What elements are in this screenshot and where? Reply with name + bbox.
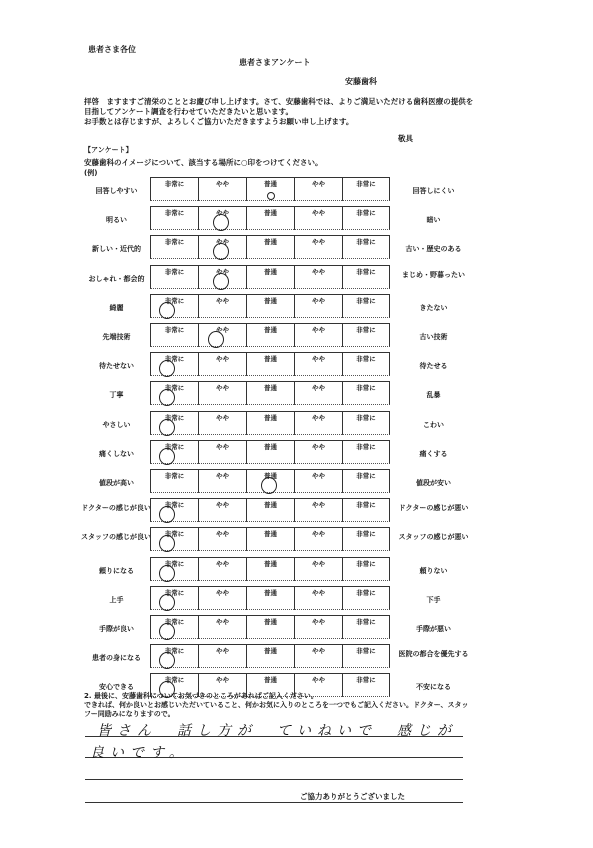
scale-option-label: やや [216, 676, 229, 685]
circle-mark [159, 419, 175, 436]
survey-row [0, 498, 593, 527]
scale-option-label: 非常に [164, 267, 185, 276]
scale-cells [150, 235, 390, 259]
question-2-line: フー同励みになりますので。 [84, 710, 175, 718]
scale-option-label: 普通 [264, 267, 277, 276]
right-label: 不安になる [416, 683, 451, 692]
circle-mark [159, 623, 175, 640]
scale-option-label: 非常に [356, 530, 376, 539]
scale-option-label: やや [312, 472, 325, 480]
left-label: 先端技術 [102, 333, 131, 341]
scale-option-label: やや [312, 267, 325, 276]
left-label: 回答しやすい [95, 187, 138, 195]
left-label: 待たせない [99, 362, 134, 371]
scale-cell[interactable] [294, 235, 342, 259]
scale-option-label: 普通 [264, 501, 277, 510]
right-label: 医院の都合を優先する [398, 650, 469, 659]
scale-cell[interactable] [246, 323, 294, 347]
scale-cell[interactable] [294, 586, 342, 610]
left-label: 頼りになる [99, 566, 134, 575]
scale-cell[interactable] [150, 265, 198, 289]
scale-cell[interactable] [246, 411, 294, 435]
right-label: まじめ・野暮ったい [402, 270, 465, 279]
right-label: 乱暴 [426, 391, 441, 400]
scale-cell[interactable] [342, 177, 390, 201]
scale-cell[interactable] [198, 498, 246, 522]
scale-cell[interactable] [198, 294, 246, 318]
scale-cell[interactable] [246, 294, 294, 318]
scale-cell[interactable] [246, 265, 294, 289]
scale-cell[interactable] [294, 352, 342, 376]
left-label: やさしい [102, 420, 131, 429]
question-2 [84, 692, 468, 719]
scale-option-label: 普通 [264, 296, 277, 305]
right-label: 手際が悪い [416, 625, 451, 633]
scale-cell[interactable] [150, 206, 198, 230]
scale-option-label: 普通 [264, 472, 277, 480]
scale-option-label: やや [312, 442, 325, 451]
scale-option-label: 普通 [264, 647, 277, 656]
circle-mark [159, 448, 175, 465]
scale-cells [150, 265, 390, 289]
scale-cell[interactable] [294, 527, 342, 551]
greeting-text [84, 97, 473, 127]
scale-cells [150, 206, 390, 230]
scale-option-label: 普通 [264, 180, 277, 188]
scale-cell[interactable] [198, 352, 246, 376]
survey-row [0, 469, 593, 498]
scale-option-label: 非常に [164, 384, 185, 393]
survey-row [0, 381, 593, 410]
scale-cells [150, 557, 390, 581]
scale-option-label: やや [216, 355, 229, 364]
scale-option-label: やや [312, 676, 325, 685]
scale-option-label: やや [312, 238, 325, 247]
scale-option-label: やや [312, 530, 325, 539]
scale-cell[interactable] [342, 323, 390, 347]
scale-option-label: 非常に [164, 559, 185, 568]
scale-cell[interactable] [294, 615, 342, 639]
scale-option-label: やや [312, 413, 325, 422]
scale-option-label: 非常に [164, 209, 185, 218]
scale-option-label: 非常に [356, 180, 376, 188]
right-label: 古い技術 [419, 333, 448, 341]
thanks-text: ご協力ありがとうございました [300, 792, 405, 801]
scale-cells [150, 294, 390, 318]
scale-option-label: 非常に [356, 413, 376, 422]
scale-option-label: やや [312, 326, 325, 334]
scale-option-label: やや [312, 180, 325, 188]
scale-cell[interactable] [294, 265, 342, 289]
scale-cell[interactable] [294, 440, 342, 464]
survey-row [0, 644, 593, 673]
scale-cells [150, 615, 390, 639]
left-label: 値段が高い [99, 479, 134, 487]
left-label: 新しい・近代的 [92, 245, 141, 254]
right-label: 待たせる [419, 362, 448, 371]
scale-option-label: 非常に [356, 472, 376, 480]
scale-cell[interactable] [198, 586, 246, 610]
closing-word: 敬具 [398, 134, 413, 143]
scale-option-label: やや [216, 647, 229, 656]
scale-option-label: 普通 [264, 209, 277, 218]
scale-cell[interactable] [294, 294, 342, 318]
scale-cell[interactable] [150, 469, 198, 493]
scale-option-label: やや [216, 180, 229, 188]
scale-option-label: 普通 [264, 676, 277, 685]
scale-option-label: 普通 [264, 442, 277, 451]
scale-cell[interactable] [198, 557, 246, 581]
greeting-line: 拝啓 ますますご清栄のこととお慶び申し上げます。さて、安藤歯科では、よりご満足いただける歯科医療の提供を [84, 97, 474, 106]
scale-cell[interactable] [246, 586, 294, 610]
circle-mark [261, 477, 277, 494]
scale-cell[interactable] [342, 498, 390, 522]
scale-cell[interactable] [294, 469, 342, 493]
scale-cell[interactable] [342, 557, 390, 581]
scale-option-label: やや [216, 413, 229, 422]
right-label: 回答しにくい [412, 187, 455, 195]
section-label: 【アンケート】 [84, 146, 133, 154]
circle-mark [159, 594, 175, 611]
scale-cells [150, 411, 390, 435]
instruction-text: 安藤歯科のイメージについて、該当する場所に○印をつけてください。 [84, 158, 323, 167]
circle-mark [159, 565, 175, 582]
scale-cell[interactable] [342, 235, 390, 259]
scale-option-label: やや [312, 501, 325, 510]
scale-option-label: やや [312, 618, 325, 626]
scale-option-label: やや [216, 559, 229, 568]
survey-row [0, 235, 593, 264]
scale-option-label: 普通 [264, 530, 277, 539]
scale-cells [150, 469, 390, 493]
scale-cell[interactable] [246, 206, 294, 230]
scale-option-label: 非常に [356, 501, 376, 510]
scale-cell[interactable] [294, 411, 342, 435]
right-label: 暗い [426, 216, 441, 225]
scale-option-label: 非常に [356, 588, 376, 597]
left-label: ドクターの感じが良い [81, 504, 151, 513]
scale-option-label: 普通 [264, 559, 277, 568]
survey-row [0, 615, 593, 644]
handwritten-answer: 皆さん 話し方が ていねいで 感じが [97, 723, 457, 739]
scale-option-label: やや [312, 296, 325, 305]
scale-option-label: 非常に [164, 501, 185, 510]
left-label: 上手 [109, 595, 124, 604]
scale-option-label: 普通 [264, 326, 277, 334]
scale-option-label: 非常に [356, 355, 376, 364]
scale-option-label: 非常に [356, 559, 376, 568]
left-label: 丁寧 [109, 391, 124, 400]
scale-option-label: やや [312, 559, 325, 568]
left-label: 手際が良い [99, 625, 134, 633]
scale-cell[interactable] [198, 381, 246, 405]
left-label: 患者の身になる [92, 654, 141, 663]
scale-option-label: やや [216, 618, 229, 626]
scale-option-label: やや [312, 209, 325, 218]
scale-option-label: やや [216, 472, 229, 480]
survey-row [0, 323, 593, 352]
scale-cells [150, 586, 390, 610]
survey-row [0, 440, 593, 469]
scale-cells [150, 527, 390, 551]
scale-option-label: やや [216, 588, 229, 597]
scale-option-label: 非常に [164, 326, 185, 334]
addressee: 患者さま各位 [88, 45, 136, 54]
right-label: きたない [419, 303, 448, 312]
right-label: 古い・歴史のある [405, 245, 462, 254]
scale-cells [150, 644, 390, 668]
scale-option-label: 非常に [356, 676, 376, 685]
scale-cell[interactable] [150, 235, 198, 259]
scale-option-label: 普通 [264, 384, 277, 393]
question-2-line: できれば、何か良いとお感じいただいていること、何かお気に入りのところを一つでもご記入ください。ドクター、スタッ [84, 701, 469, 709]
scale-option-label: 非常に [164, 647, 185, 656]
scale-option-label: 非常に [164, 296, 185, 305]
scale-option-label: やや [312, 355, 325, 364]
scale-cell[interactable] [294, 177, 342, 201]
clinic-name: 安藤歯科 [345, 77, 377, 86]
left-label: 痛くしない [99, 449, 134, 458]
scale-option-label: 非常に [164, 618, 185, 626]
scale-cell[interactable] [150, 323, 198, 347]
scale-cell[interactable] [294, 381, 342, 405]
scale-cell[interactable] [342, 265, 390, 289]
scale-option-label: 非常に [164, 355, 185, 364]
survey-row [0, 177, 593, 206]
circle-mark [159, 302, 175, 319]
scale-cell[interactable] [342, 469, 390, 493]
scale-option-label: やや [216, 530, 229, 539]
scale-cells [150, 177, 390, 201]
scale-cell[interactable] [246, 527, 294, 551]
scale-option-label: 非常に [356, 384, 376, 393]
scale-cell[interactable] [246, 498, 294, 522]
survey-row [0, 557, 593, 586]
scale-cells [150, 498, 390, 522]
scale-cell[interactable] [198, 527, 246, 551]
scale-option-label: 非常に [356, 238, 376, 247]
scale-option-label: 非常に [164, 530, 185, 539]
scale-cell[interactable] [342, 381, 390, 405]
scale-option-label: やや [312, 588, 325, 597]
scale-option-label: 普通 [264, 413, 277, 422]
scale-cell[interactable] [294, 323, 342, 347]
scale-option-label: 非常に [356, 618, 376, 626]
survey-row [0, 294, 593, 323]
scale-option-label: やや [216, 209, 229, 218]
scale-option-label: 非常に [356, 296, 376, 305]
scale-option-label: やや [216, 501, 229, 510]
right-label: 値段が安い [416, 479, 451, 487]
scale-option-label: 普通 [264, 355, 277, 364]
left-label: 安心できる [99, 683, 134, 692]
scale-cell[interactable] [246, 381, 294, 405]
survey-row [0, 265, 593, 294]
answer-line [85, 779, 463, 780]
greeting-line: お手数とは存じますが、よろしくご協力いただきますようお願い申し上げます。 [84, 117, 354, 126]
scale-option-label: やや [216, 326, 229, 334]
scale-cell[interactable] [342, 411, 390, 435]
survey-row [0, 586, 593, 615]
scale-cell[interactable] [246, 352, 294, 376]
scale-option-label: 非常に [356, 326, 376, 334]
scale-option-label: やや [216, 296, 229, 305]
scale-option-label: 非常に [164, 180, 185, 188]
scale-cell[interactable] [246, 615, 294, 639]
survey-row [0, 411, 593, 440]
left-label: おしゃれ・都会的 [88, 274, 145, 283]
right-label: スタッフの感じが悪い [398, 533, 469, 542]
right-label: ドクターの感じが悪い [398, 504, 469, 513]
scale-option-label: 非常に [356, 209, 376, 218]
scale-cell[interactable] [342, 352, 390, 376]
right-label: 痛くする [419, 449, 448, 458]
survey-row [0, 352, 593, 381]
scale-option-label: やや [216, 442, 229, 451]
scale-cell[interactable] [294, 206, 342, 230]
answer-line [85, 802, 463, 803]
scale-cells [150, 381, 390, 405]
scale-cell[interactable] [342, 294, 390, 318]
right-label: 頼りない [419, 566, 448, 575]
question-2-line: 2. 最後に、安藤歯科についてお気づきのところがあればご記入ください。 [84, 692, 318, 700]
right-label: 下手 [426, 595, 441, 604]
scale-option-label: 非常に [356, 442, 376, 451]
scale-option-label: 非常に [164, 588, 185, 597]
scale-option-label: やや [216, 267, 229, 276]
scale-cell[interactable] [342, 615, 390, 639]
scale-option-label: 非常に [164, 676, 185, 685]
scale-option-label: 普通 [264, 618, 277, 626]
left-label: スタッフの感じが良い [81, 533, 151, 542]
left-label: 明るい [106, 216, 127, 225]
example-label: (例) [84, 169, 98, 177]
greeting-line: 目指してアンケート調査を行わせていただきたいと思います。 [84, 107, 293, 116]
right-label: こわい [423, 420, 444, 429]
page-title: 患者さまアンケート [239, 58, 311, 67]
scale-cell[interactable] [342, 586, 390, 610]
survey-row [0, 527, 593, 556]
scale-option-label: 非常に [164, 238, 185, 247]
scale-cell[interactable] [342, 527, 390, 551]
scale-option-label: やや [312, 384, 325, 393]
scale-cell[interactable] [150, 177, 198, 201]
scale-option-label: やや [216, 384, 229, 393]
scale-option-label: 非常に [356, 647, 376, 656]
scale-option-label: やや [216, 238, 229, 247]
scale-cell[interactable] [246, 644, 294, 668]
scale-cell[interactable] [198, 644, 246, 668]
scale-cell[interactable] [246, 440, 294, 464]
scale-option-label: 非常に [356, 267, 376, 276]
scale-cell[interactable] [198, 411, 246, 435]
scale-cell[interactable] [342, 644, 390, 668]
scale-cell[interactable] [198, 615, 246, 639]
scale-cell[interactable] [246, 235, 294, 259]
scale-cell[interactable] [246, 557, 294, 581]
scale-cell[interactable] [294, 557, 342, 581]
survey-row [0, 206, 593, 235]
scale-cell[interactable] [342, 206, 390, 230]
scale-cell[interactable] [198, 469, 246, 493]
scale-option-label: やや [312, 647, 325, 656]
handwritten-answer: 良いです。 [90, 745, 189, 761]
example-circle-mark [267, 192, 275, 200]
scale-cell[interactable] [198, 440, 246, 464]
scale-cell[interactable] [294, 644, 342, 668]
scale-option-label: 普通 [264, 238, 277, 247]
scale-cell[interactable] [342, 440, 390, 464]
scale-option-label: 非常に [164, 413, 185, 422]
scale-option-label: 非常に [164, 472, 185, 480]
scale-cell[interactable] [294, 498, 342, 522]
scale-option-label: 非常に [164, 442, 185, 451]
scale-cell[interactable] [198, 177, 246, 201]
scale-option-label: 普通 [264, 588, 277, 597]
scale-cells [150, 352, 390, 376]
scale-cells [150, 440, 390, 464]
left-label: 綺麗 [109, 303, 124, 312]
circle-mark [213, 273, 229, 290]
scale-cells [150, 323, 390, 347]
